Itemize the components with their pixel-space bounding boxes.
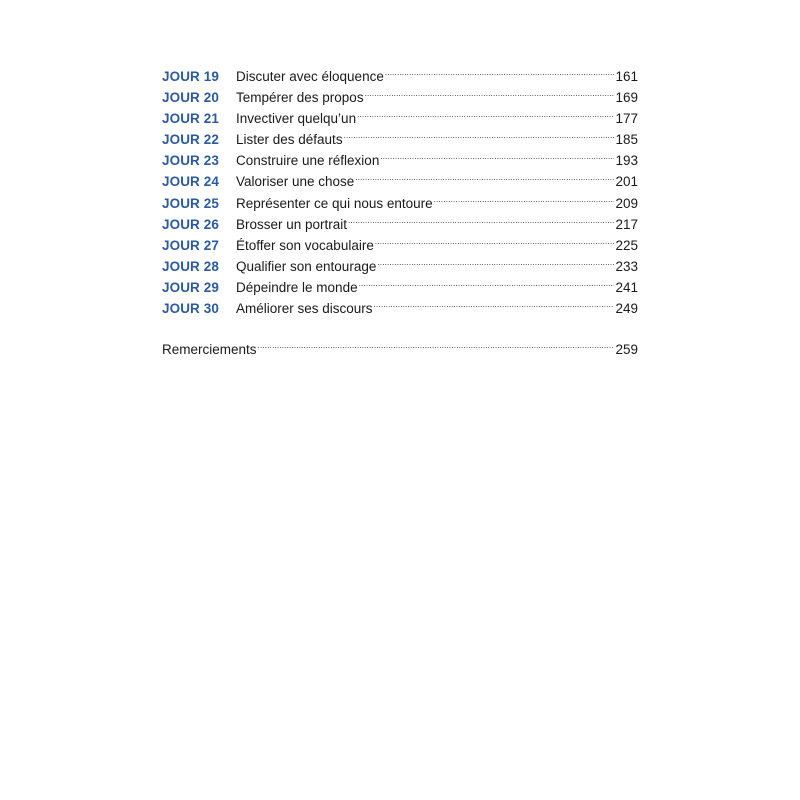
dot-leader (365, 81, 615, 102)
toc-day-label: JOUR 19 (162, 69, 219, 84)
toc-entry-title: Tempérer des propos (236, 90, 364, 106)
dot-leader (258, 333, 615, 354)
toc-entry-title: Construire une réflexion (236, 153, 380, 169)
dot-leader (377, 250, 614, 271)
toc-page-number: 177 (615, 111, 638, 127)
toc-entry-title: Lister des défauts (236, 132, 343, 148)
dot-leader (344, 123, 615, 144)
toc-page-number: 241 (615, 279, 638, 295)
dot-leader (359, 271, 615, 292)
toc-entry-title: Représenter ce qui nous entoure (236, 195, 433, 211)
toc-entry-title: Brosser un portrait (236, 216, 348, 232)
toc-page-number: 233 (615, 258, 638, 274)
toc-day-label: JOUR 24 (162, 174, 219, 190)
toc-entry[interactable] (162, 60, 638, 84)
remerciements-section (162, 333, 638, 357)
toc-day-label: JOUR 22 (162, 132, 219, 148)
dot-leader (434, 187, 615, 208)
dot-leader (348, 208, 614, 229)
toc-page-number: 193 (615, 153, 638, 169)
toc-page-number: 249 (615, 301, 638, 317)
table-of-contents (162, 60, 638, 317)
toc-day-label: JOUR 28 (162, 258, 219, 274)
toc-page-number: 185 (615, 132, 638, 148)
toc-page-number: 209 (615, 195, 638, 211)
toc-page-number: 259 (615, 342, 638, 357)
dot-leader (380, 144, 614, 165)
toc-entry-title: Dépeindre le monde (236, 279, 358, 295)
dot-leader (355, 165, 614, 186)
dot-leader (357, 102, 614, 123)
toc-day-label: JOUR 27 (162, 237, 219, 253)
toc-entry-title: Qualifier son entourage (236, 258, 377, 274)
toc-entry-title: Remerciements (162, 342, 257, 357)
toc-entry-title: Valoriser une chose (236, 174, 355, 190)
toc-entry-title: Améliorer ses discours (236, 301, 373, 317)
toc-entry-title: Étoffer son vocabulaire (236, 237, 374, 253)
toc-page-number: 225 (615, 237, 638, 253)
toc-day-label: JOUR 25 (162, 195, 219, 211)
dot-leader (375, 229, 615, 250)
toc-day-label: JOUR 21 (162, 111, 219, 127)
toc-entry-remerciements[interactable] (162, 333, 638, 357)
dot-leader (374, 292, 615, 313)
toc-day-label: JOUR 29 (162, 279, 219, 295)
toc-day-label: JOUR 30 (162, 301, 219, 317)
toc-day-label: JOUR 23 (162, 153, 219, 169)
toc-page-number: 169 (615, 90, 638, 106)
toc-day-label: JOUR 26 (162, 216, 219, 232)
dot-leader (385, 60, 615, 81)
toc-entry-title: Invectiver quelqu’un (236, 111, 357, 127)
toc-page-number: 217 (615, 216, 638, 232)
toc-day-label: JOUR 20 (162, 90, 219, 106)
toc-page-number: 201 (615, 174, 638, 190)
toc-entry-title: Discuter avec éloquence (236, 69, 384, 84)
toc-page-number: 161 (615, 69, 638, 84)
